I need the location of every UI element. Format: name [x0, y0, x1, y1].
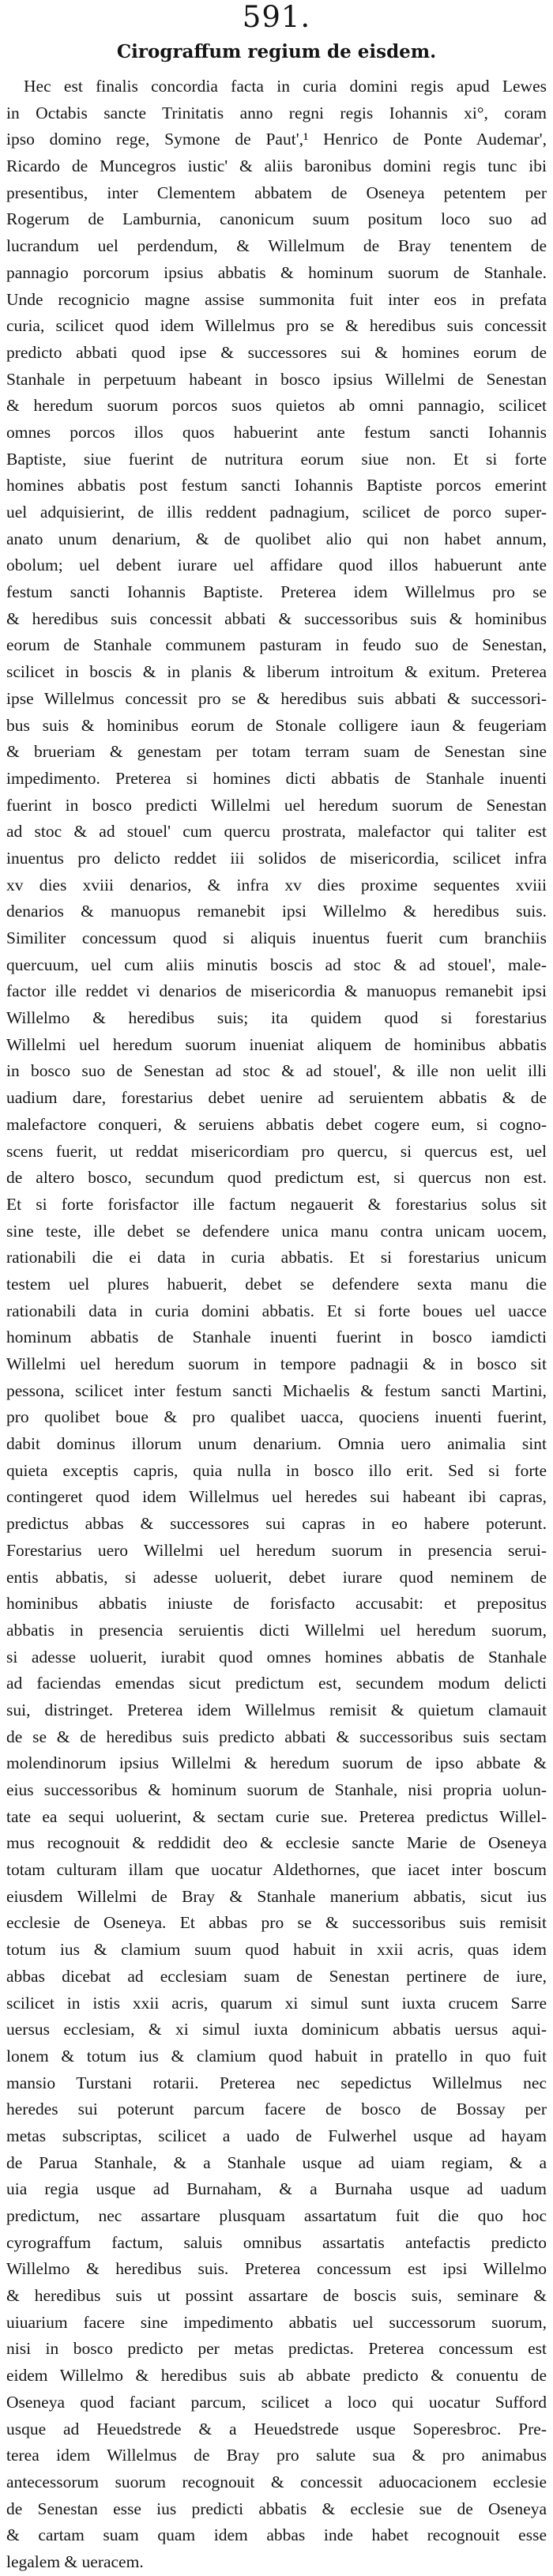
- text-line: contingeret quod idem Willelmus uel heredes sui habeant ibi capras,: [6, 1487, 547, 1507]
- text-line: usque ad Heuedstrede & a Heuedstrede usque Soperesbroc. Pre-: [6, 2419, 547, 2439]
- text-line: eiusdem Willelmi de Bray & Stanhale manerium abbatis, sicut ius: [6, 1886, 547, 1906]
- text-line: Stanhale in perpetuum habeant in bosco ipsius Willelmi de Senestan: [6, 369, 547, 389]
- text-line: & heredum suorum porcos suos quietos ab omni pannagio, scilicet: [6, 396, 547, 416]
- text-line: ad faciendas emendas sicut predictum est, secundem modum delicti: [6, 1674, 547, 1693]
- text-line: de Parua Stanhale, & a Stanhale usque ad uiam regiam, & a: [6, 2152, 547, 2172]
- text-line: inuentus pro delicto reddet iii solidos de misericordia, scilicet infra: [6, 848, 547, 868]
- text-line: omnes porcos illos quos habuerint ante festum sancti Iohannis: [6, 422, 547, 442]
- text-line: sui, distringet. Preterea idem Willelmus remisit & quietum clamauit: [6, 1700, 547, 1719]
- text-line: factor ille reddet vi denarios de misericordia & manuopus remanebit ipsi: [6, 981, 547, 1001]
- text-line: homines abbatis post festum sancti Iohannis Baptiste porcos emerint: [6, 476, 547, 495]
- text-line: eorum de Stanhale communem pasturam in feudo suo de Senestan,: [6, 635, 547, 655]
- page-number: 591.: [242, 0, 311, 34]
- text-line: presentibus, inter Clementem abbatem de Oseneya petentem per: [6, 183, 547, 202]
- text-line: festum sancti Iohannis Baptiste. Preterea idem Willelmus pro se: [6, 582, 547, 602]
- text-line: heredes sui poterunt parcum facere de bosco de Bossay per: [6, 2100, 547, 2119]
- text-line: ipse Willelmus concessit pro se & heredibus suis abbati & successori-: [6, 688, 547, 708]
- text-line: denarios & manuopus remanebit ipsi Willelmo & heredibus suis.: [6, 902, 547, 921]
- text-line: predictum, nec assartare plusquam assartatum fuit die quo hoc: [6, 2206, 547, 2225]
- text-line: uel adquisierint, de illis reddent padnagium, scilicet de porco super-: [6, 503, 547, 522]
- text-line: nisi in bosco predicto per metas predictas. Preterea concessum est: [6, 2339, 547, 2359]
- text-line: eius successoribus & hominum suorum de Stanhale, nisi propria uolun-: [6, 1780, 547, 1799]
- text-line: metas subscriptas, scilicet a uado de Fulwerhel usque ad hayam: [6, 2126, 547, 2145]
- text-line: entis abbatis, si adesse uoluerit, debet iurare quod neminem de: [6, 1567, 547, 1587]
- text-line: mus recognouit & reddidit deo & ecclesie sancte Marie de Oseneya: [6, 1833, 547, 1853]
- text-line: uadium dare, forestarius debet uenire ad seruientem abbatis & de: [6, 1088, 547, 1108]
- text-line: lonem & totum ius & clamium quod habuit in pratello in quo fuit: [6, 2046, 547, 2066]
- text-line: Baptiste, siue fuerint de nutritura eorum siue non. Et si forte: [6, 449, 547, 469]
- text-line: mansio Turstani rotarii. Preterea nec sepedictus Willelmus nec: [6, 2073, 547, 2092]
- text-line: pessona, scilicet inter festum sancti Michaelis & festum sancti Martini,: [6, 1380, 547, 1400]
- text-line: eidem Willelmo & heredibus suis ab abbate predicto & conuentu de: [6, 2366, 547, 2386]
- text-line: xv dies xviii denarios, & infra xv dies proxime sequentes xviii: [6, 875, 547, 894]
- text-line: anato unum denarium, & de quolibet alio qui non habet annum,: [6, 529, 547, 548]
- text-line: & heredibus suis concessit abbati & successoribus suis & hominibus: [6, 608, 547, 628]
- text-line: scens fuerit, ut reddat misericordiam pro quercu, si quercus est, uel: [6, 1141, 547, 1161]
- text-line: in bosco suo de Senestan ad stoc & ad stouel', & ille non uelit illi: [6, 1061, 547, 1081]
- text-line: cyrograffum factum, saluis omnibus assartatis antefactis predicto: [6, 2232, 547, 2252]
- text-line: bus suis & hominibus eorum de Stonale colligere iaun & feugeriam: [6, 715, 547, 735]
- text-line: pannagio porcorum ipsius abbatis & hominum suorum de Stanhale.: [6, 262, 547, 282]
- text-line: rationabili die ei data in curia abbatis. Et si forestarius unicum: [6, 1248, 547, 1267]
- text-line: hominum abbatis de Stanhale inuenti fuerint in bosco iamdicti: [6, 1328, 547, 1347]
- text-line: tate ea sequi uoluerint, & sectam curie sue. Preterea predictus Willel-: [6, 1806, 547, 1826]
- text-line: & heredibus suis ut possint assartare de boscis suis, seminare &: [6, 2286, 547, 2306]
- text-line: rationabili data in curia domini abbatis. Et si forte boues uel uacce: [6, 1301, 547, 1320]
- text-line: malefactore conqueri, & seruiens abbatis debet cogere eum, si cogno-: [6, 1114, 547, 1134]
- text-line: Rogerum de Lamburnia, canonicum suum positum loco suo ad: [6, 209, 547, 229]
- text-line: Oseneya quod faciant parcum, scilicet a loco qui uocatur Sufford: [6, 2392, 547, 2412]
- text-line: antecessorum suorum recognouit & concessit aduocacionem ecclesie: [6, 2472, 547, 2491]
- text-line: uersus ecclesiam, & xi simul iuxta dominicum abbatis uersus aqui-: [6, 2020, 547, 2039]
- text-line: Similiter concessum quod si aliquis inuentus fuerit cum branchiis: [6, 928, 547, 947]
- document-heading: Cirograffum regium de eisdem.: [116, 41, 437, 62]
- text-line: uia regia usque ad Burnaham, & a Burnaha usque ad uadum: [6, 2179, 547, 2199]
- text-line: pro quolibet boue & pro qualibet uacca, quociens inuenti fuerint,: [6, 1407, 547, 1427]
- body-text: [6, 73, 547, 2576]
- text-line: de se & de heredibus suis predicto abbati & successoribus suis sectam: [6, 1727, 547, 1746]
- text-line: de altero bosco, secundum quod predictum est, si quercus non est.: [6, 1168, 547, 1188]
- text-line: testem uel plures habuerit, debet se defendere sexta manu die: [6, 1274, 547, 1294]
- text-line: de Senestan esse ius predicti abbatis & ecclesie sue de Oseneya: [6, 2499, 547, 2518]
- text-line: totum ius & clamium suum quod habuit in xxii acris, quas idem: [6, 1940, 547, 1960]
- text-line: in Octabis sancte Trinitatis anno regni regis Iohannis xi°, coram: [6, 103, 547, 122]
- text-line: scilicet in istis xxii acris, quarum xi simul sunt iuxta crucem Sarre: [6, 1993, 547, 2013]
- text-line: curia, scilicet quod idem Willelmus pro se & heredibus suis concessit: [6, 316, 547, 336]
- text-line: fuerint in bosco predicti Willelmi uel heredum suorum de Senestan: [6, 795, 547, 815]
- text-line: totam culturam illam que uocatur Aldethornes, que iacet inter boscum: [6, 1860, 547, 1880]
- text-line: predictus abbas & successores sui capras in eo habere poterunt.: [6, 1514, 547, 1534]
- text-line: Willelmi uel heredum suorum in tempore padnagii & in bosco sit: [6, 1354, 547, 1373]
- text-line: abbas dicebat ad ecclesiam suam de Senestan pertinere de iure,: [6, 1966, 547, 1986]
- text-line: sine teste, ille debet se defendere unica manu contra unicam uocem,: [6, 1221, 547, 1241]
- text-line: impedimento. Preterea si homines dicti abbatis de Stanhale inuenti: [6, 768, 547, 788]
- text-line: ad stoc & ad stouel' cum quercu prostrata, malefactor qui taliter est: [6, 822, 547, 842]
- text-line: ecclesie de Oseneya. Et abbas pro se & successoribus suis remisit: [6, 1913, 547, 1933]
- text-line: Forestarius uero Willelmi uel heredum suorum in presencia serui-: [6, 1540, 547, 1560]
- text-line: quercuum, uel cum aliis minutis boscis ad stoc & ad stouel', male-: [6, 955, 547, 974]
- text-line: & cartam suam quam idem abbas inde habet recognouit esse: [6, 2525, 547, 2545]
- text-line: lucrandum uel perdendum, & Willelmum de Bray tenentem de: [6, 236, 547, 256]
- text-line: uiuarium facere sine impedimento abbatis uel successorum suorum,: [6, 2312, 547, 2332]
- text-line: Hec est finalis concordia facta in curia domini regis apud Lewes: [24, 77, 547, 96]
- text-line: ipso domino rege, Symone de Paut',¹ Henrico de Ponte Audemar',: [6, 130, 547, 149]
- text-line: Unde recognicio magne assise summonita fuit inter eos in prefata: [6, 289, 547, 309]
- text-line: terea idem Willelmus de Bray pro salute sua & pro animabus: [6, 2446, 547, 2465]
- text-line: Willelmo & heredibus suis. Preterea concessum est ipsi Willelmo: [6, 2259, 547, 2279]
- text-line: si adesse uoluerit, iurabit quod omnes homines abbatis de Stanhale: [6, 1647, 547, 1666]
- text-line: Willelmi uel heredum suorum inueniat aliquem de hominibus abbatis: [6, 1034, 547, 1054]
- text-line: Et si forte forisfactor ille factum negauerit & forestarius solus sit: [6, 1194, 547, 1214]
- text-line: molendinorum ipsius Willelmi & heredum suorum de ipso abbate &: [6, 1753, 547, 1773]
- text-line: & brueriam & genestam per totam terram suam de Senestan sine: [6, 742, 547, 762]
- text-line: scilicet in boscis & in planis & liberum introitum & exitum. Preterea: [6, 662, 547, 682]
- text-line: Willelmo & heredibus suis; ita quidem quod si forestarius: [6, 1008, 547, 1028]
- text-line: abbatis in presencia seruientis dicti Willelmi uel heredum suorum,: [6, 1620, 547, 1640]
- text-line: predicto abbati quod ipse & successores sui & homines eorum de: [6, 342, 547, 362]
- text-line: Ricardo de Muncegros iustic' & aliis baronibus domini regis tunc ibi: [6, 156, 547, 176]
- text-line: dabit dominus illorum unum denarium. Omnia uero animalia sint: [6, 1434, 547, 1454]
- text-line: obolum; uel debent iurare uel affidare quod illos habuerunt ante: [6, 555, 547, 575]
- text-line: hominibus abbatis iniuste de forisfacto accusabit: et prepositus: [6, 1594, 547, 1614]
- text-line: quieta exceptis capris, quia nulla in bosco illo erit. Sed si forte: [6, 1460, 547, 1480]
- text-line: legalem & ueracem.: [6, 2552, 144, 2571]
